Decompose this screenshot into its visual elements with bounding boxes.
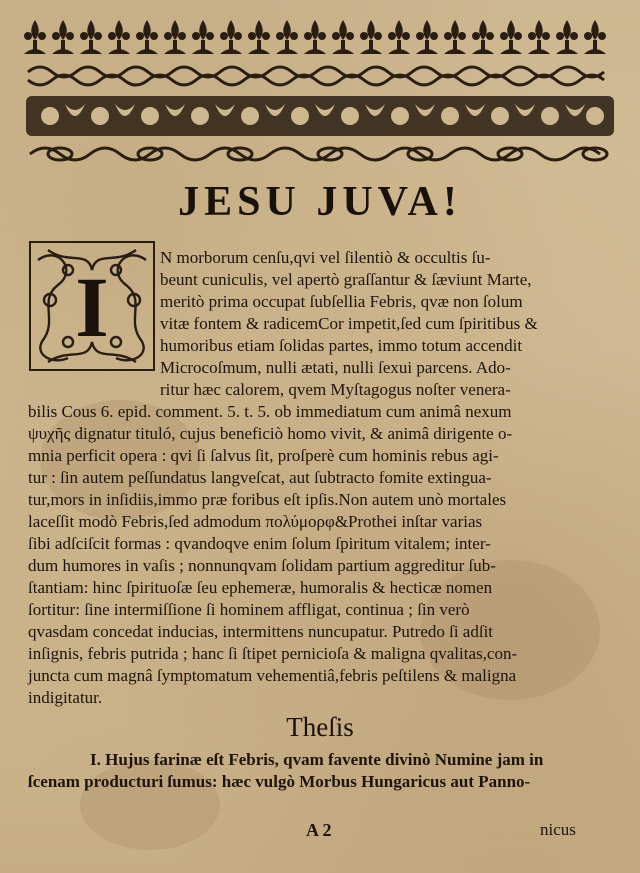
thesis-line: ſcenam producturi ſumus: hæc vulgò Morbus Hungaricus aut Panno- — [28, 772, 531, 791]
body-line: laceſſit modò Febris,ſed admodum πολύμορφ&Prothei inſtar varias — [28, 512, 483, 531]
thesis-line: I. Hujus farinæ eſt Febris, qvam favente divinò Numine jam in — [90, 750, 544, 769]
body-line: qvasdam concedat inducias, intermittens nuncupatur. Putredo ſi adſit — [28, 622, 494, 641]
body-line: beunt cuniculis, vel apertò graſſantur & ſæviunt Marte, — [160, 270, 532, 289]
body-line: ſibi adſciſcit formas : qvandoqve enim ſolum ſpiritum vitalem; inter- — [28, 534, 491, 553]
body-line: ſortitur: ſine intermiſſione ſi hominem affligat, continua ; ſin verò — [28, 600, 470, 619]
body-line: ψυχῆς dignatur tituló, cujus beneficiò homo vivit, & animâ dirigente o- — [28, 424, 513, 443]
body-line: tur,mors in inſidiis,immo præ foribus eſt ipſis.Non autem unò mortales — [28, 490, 507, 509]
body-line: ritur hæc calorem, qvem Myſtagogus noſter venera- — [160, 380, 511, 399]
body-line: inſignis, febris putrida ; hanc ſi ſtipet pernicioſa & maligna qvalitas,con- — [28, 644, 518, 663]
body-line: bilis Cous 6. epid. comment. 5. t. 5. ob immediatum cum animâ nexum — [28, 402, 512, 421]
body-line: meritò prima occupat ſubſellia Febris, qvæ non ſolum — [160, 292, 523, 311]
body-line: dum humores in vaſis ; nonnunqvam ſolidam partium aggreditur ſub- — [28, 556, 496, 575]
headpiece-ornament — [20, 14, 620, 174]
body-line: humoribus etiam ſolidas partes, immo totum accendit — [160, 336, 523, 355]
body-line: vitæ fontem & radicemCor impetit,ſed cum ſpiritibus & — [160, 314, 538, 333]
thesis-heading: Theſis — [286, 712, 354, 742]
page-title: JESU JUVA! — [178, 179, 462, 225]
body-line: Microcoſmum, nulli ætati, nulli ſexui parcens. Ado- — [160, 358, 511, 377]
catchword: nicus — [540, 820, 576, 839]
body-line: indigitatur. — [28, 688, 103, 707]
signature-mark: A 2 — [306, 820, 332, 840]
body-line: juncta cum magnâ ſymptomatum vehementiâ,febris peſtilens & maligna — [28, 666, 517, 685]
dropcap-initial — [28, 240, 156, 372]
body-line: mnia perficit opera : qvi ſi ſalvus ſit, proſperè cum hominis rebus agi- — [28, 446, 499, 465]
body-line: tur : ſin autem peſſundatus langveſcat, aut ſubtractо fomite extingua- — [28, 468, 492, 487]
body-line: N morborum cenſu,qvi vel ſilentiò & occultis ſu- — [160, 248, 491, 267]
dropcap-letter: I — [75, 259, 109, 355]
body-line: ſtantiam: hinc ſpirituoſæ ſeu ephemeræ, humoralis & hecticæ nomen — [28, 578, 493, 597]
